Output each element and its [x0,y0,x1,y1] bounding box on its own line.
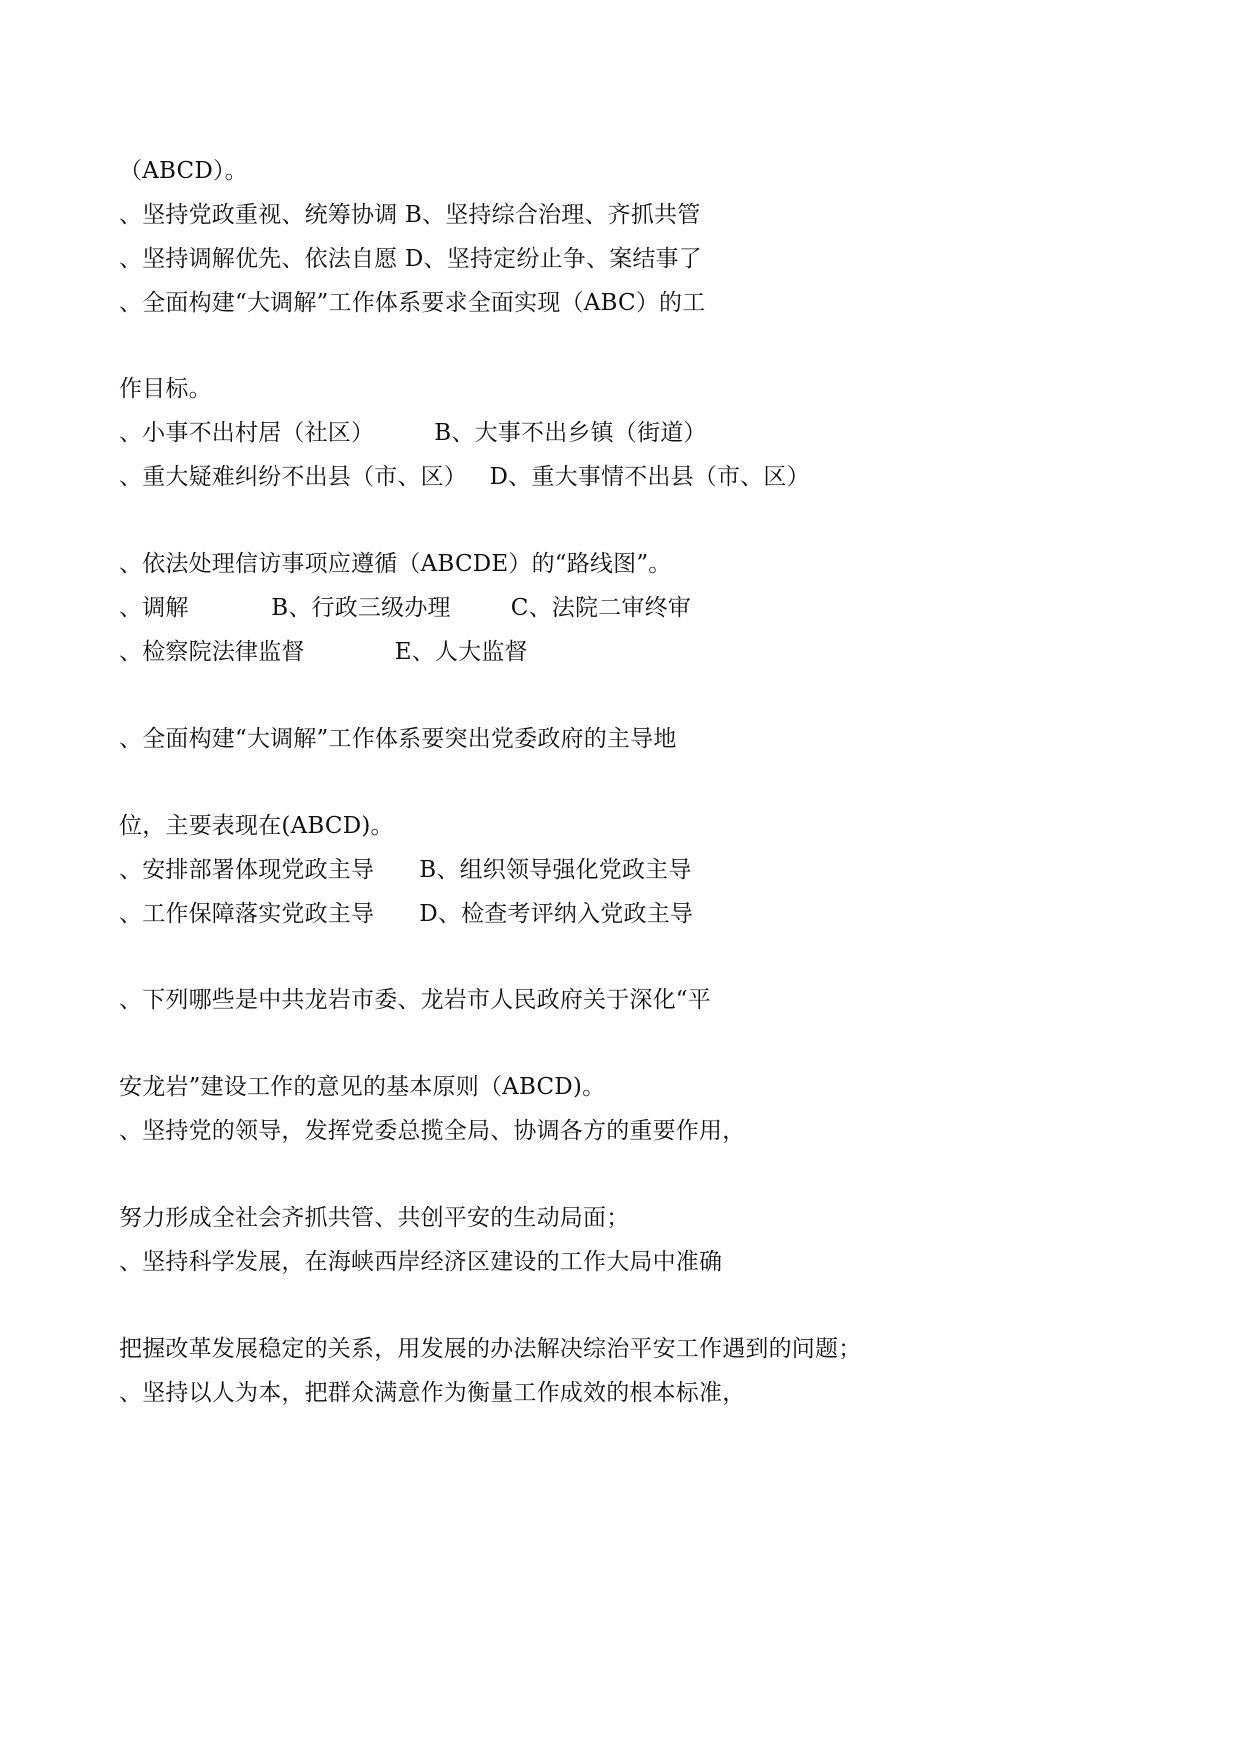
text-line: 位，主要表现在(ABCD)。 [119,813,394,839]
text-line: 、全面构建“大调解”工作体系要求全面实现（ABC）的工 [119,290,706,316]
text-line: 、下列哪些是中共龙岩市委、龙岩市人民政府关于深化“平 [119,987,711,1013]
text-line: 、安排部署体现党政主导 B、组织领导强化党政主导 [119,857,692,883]
text-line: 、全面构建“大调解”工作体系要突出党委政府的主导地 [119,726,677,752]
text-line: 、依法处理信访事项应遵循（ABCDE）的“路线图”。 [119,551,672,577]
text-line: 、坚持调解优先、依法自愿 D、坚持定纷止争、案结事了 [119,246,702,272]
text-line: 、工作保障落实党政主导 D、检查考评纳入党政主导 [119,901,694,927]
text-line: （ABCD）。 [119,158,248,184]
text-line: 安龙岩”建设工作的意见的基本原则（ABCD)。 [119,1074,606,1100]
text-line: 努力形成全社会齐抓共管、共创平安的生动局面； [119,1205,630,1231]
text-line: 把握改革发展稳定的关系，用发展的办法解决综治平安工作遇到的问题； [119,1336,862,1362]
text-line: 、坚持党的领导，发挥党委总揽全局、协调各方的重要作用， [119,1118,746,1144]
text-line: 、坚持党政重视、统筹协调 B、坚持综合治理、齐抓共管 [119,202,701,228]
text-line: 作目标。 [119,376,212,402]
text-line: 、重大疑难纠纷不出县（市、区） D、重大事情不出县（市、区） [119,464,810,490]
text-line: 、检察院法律监督 E、人大监督 [119,639,528,665]
text-line: 、小事不出村居（社区） B、大事不出乡镇（街道） [119,420,707,446]
text-line: 、调解 B、行政三级办理 C、法院二审终审 [119,595,692,621]
text-line: 、坚持科学发展，在海峡西岸经济区建设的工作大局中准确 [119,1249,723,1275]
text-line: 、坚持以人为本，把群众满意作为衡量工作成效的根本标准， [119,1380,746,1406]
